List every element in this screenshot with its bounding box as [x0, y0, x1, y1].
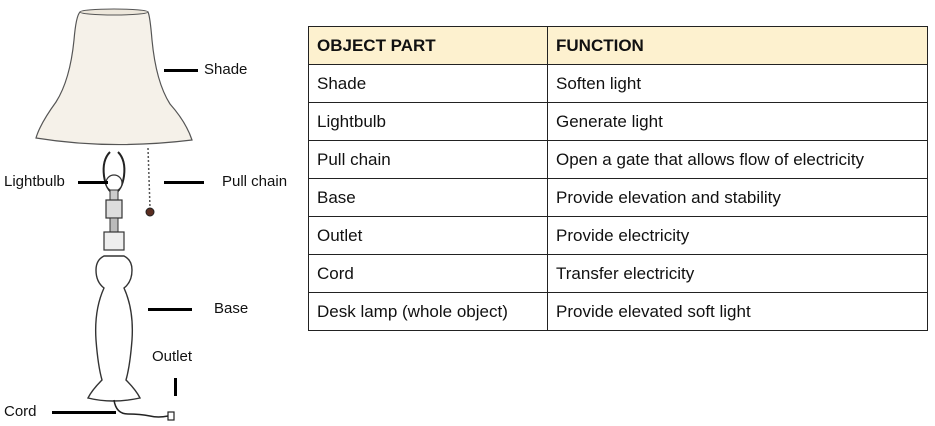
stem-shape — [110, 218, 118, 232]
table-row — [309, 293, 928, 331]
plug-shape — [168, 412, 174, 420]
shade-leader — [164, 69, 198, 72]
pull-chain-leader — [164, 181, 204, 184]
lamp-illustration — [0, 0, 300, 426]
label-lightbulb: Lightbulb — [4, 173, 65, 190]
label-pull-chain: Pull chain — [222, 173, 288, 190]
table-header-row — [309, 27, 928, 65]
parts-function-table — [308, 26, 928, 331]
table-row — [309, 141, 928, 179]
table-row — [309, 179, 928, 217]
pull-chain-line — [148, 148, 150, 208]
cord-leader — [52, 411, 116, 414]
cell-function: Provide elevated soft light — [548, 293, 928, 331]
cell-function: Open a gate that allows flow of electricity — [548, 141, 928, 179]
socket-shape — [106, 200, 122, 218]
base-shape — [88, 256, 140, 401]
lightbulb-leader — [78, 181, 108, 184]
cell-part: Shade — [309, 65, 548, 103]
cell-part: Lightbulb — [309, 103, 548, 141]
label-outlet: Outlet — [152, 348, 193, 365]
cell-part: Base — [309, 179, 548, 217]
cell-function: Provide electricity — [548, 217, 928, 255]
shade-top-rim — [80, 9, 148, 15]
cell-part: Pull chain — [309, 141, 548, 179]
shade-shape — [36, 12, 192, 145]
lightbulb-shape — [106, 175, 122, 200]
table-row — [309, 103, 928, 141]
table-row — [309, 65, 928, 103]
cord-shape — [114, 400, 168, 417]
table-row — [309, 217, 928, 255]
cell-part: Desk lamp (whole object) — [309, 293, 548, 331]
cell-function: Transfer electricity — [548, 255, 928, 293]
cell-function: Provide elevation and stability — [548, 179, 928, 217]
header-function: FUNCTION — [548, 27, 928, 65]
label-cord: Cord — [4, 403, 37, 420]
outlet-leader — [174, 378, 177, 396]
label-shade: Shade — [204, 61, 248, 78]
label-base: Base — [214, 300, 249, 317]
lamp-diagram — [0, 0, 300, 426]
header-object-part: OBJECT PART — [309, 27, 548, 65]
neck-shape — [104, 232, 124, 250]
cell-part: Outlet — [309, 217, 548, 255]
base-leader — [148, 308, 192, 311]
table-row — [309, 255, 928, 293]
pull-chain-knob — [146, 208, 154, 216]
cell-function: Soften light — [548, 65, 928, 103]
cell-part: Cord — [309, 255, 548, 293]
cell-function: Generate light — [548, 103, 928, 141]
